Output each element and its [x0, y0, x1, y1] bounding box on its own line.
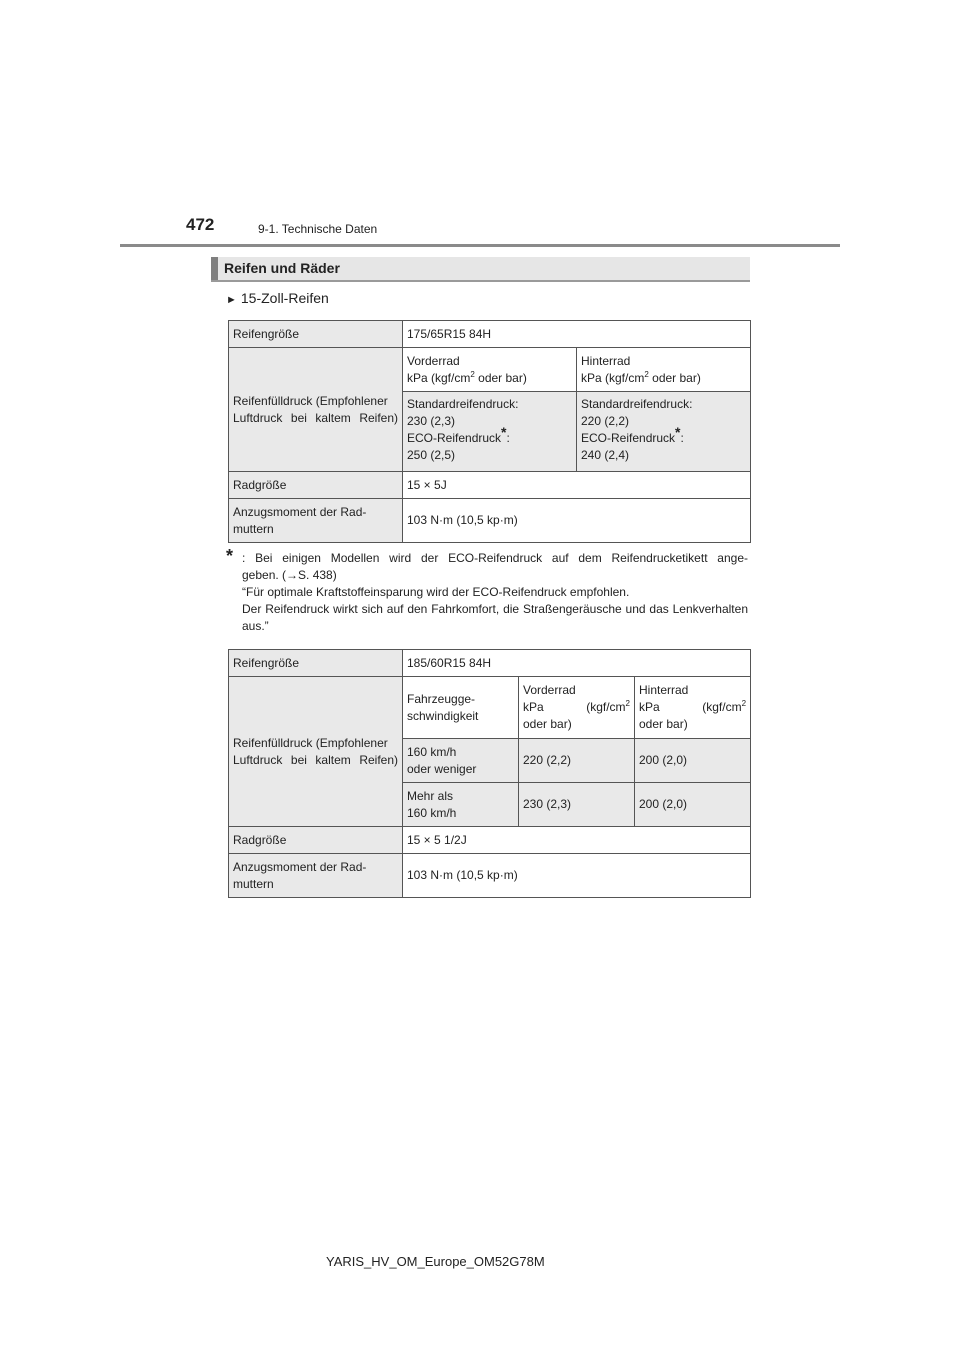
- pressure-label: Reifenfülldruck (Empfohlener Luftdruck bei kaltem Reifen): [229, 348, 403, 472]
- wheel-size-label: Radgröße: [229, 472, 403, 499]
- eco-pressure-footnote: * : Bei einigen Modellen wird der ECO-Reifendruck auf dem Reifendrucketikett ange- geben. (→S. 438) “Für optimale Kraftstoffeinsparung wird der ECO-Reifendruck empfohlen. Der Reifendruck wirkt sich auf den Fahrkomfort, die Straßengeräusche und das Lenkverhalten aus.”: [226, 546, 748, 633]
- tire-spec-table-15in-185: [228, 649, 751, 898]
- front-wheel-header: Vorderrad kPa ($kgf/cm^2$ oder bar): [403, 348, 577, 392]
- torque-label: Anzugsmoment der Rad-muttern: [229, 854, 403, 898]
- tire-spec-table-15in-175: [228, 320, 751, 543]
- rear-wheel-header: Hinterrad kPa ($kgf/cm^2$ oder bar): [635, 677, 751, 739]
- header-rule: [120, 244, 840, 247]
- subheading-label: 15-Zoll-Reifen: [240, 290, 329, 306]
- wheel-size-label: Radgröße: [229, 827, 403, 854]
- running-head: 9-1. Technische Daten: [258, 222, 378, 236]
- footnote-mark: *: [226, 546, 234, 566]
- rear-wheel-header: Hinterrad kPa ($kgf/cm^2$ oder bar): [577, 348, 751, 392]
- torque-value: 103 N·m (10,5 kp·m): [403, 499, 751, 543]
- rear-pressure-value: 200 (2,0): [635, 739, 751, 783]
- pressure-label: Reifenfülldruck (Empfohlener Luftdruck bei kaltem Reifen): [229, 677, 403, 827]
- section-header: [211, 257, 750, 282]
- rear-pressure-values: Standardreifendruck: 220 (2,2) ECO-Reifendruck*: 240 (2,4): [577, 392, 751, 472]
- front-pressure-values: Standardreifendruck: 230 (2,3) ECO-Reifendruck*: 250 (2,5): [403, 392, 577, 472]
- speed-value: Mehr als 160 km/h: [403, 783, 519, 827]
- front-pressure-value: 230 (2,3): [519, 783, 635, 827]
- document-id: YARIS_HV_OM_Europe_OM52G78M: [326, 1254, 545, 1269]
- torque-label: Anzugsmoment der Rad-muttern: [229, 499, 403, 543]
- tire-size-label: Reifengröße: [229, 321, 403, 348]
- tire-size-value: 175/65R15 84H: [403, 321, 751, 348]
- speed-header: Fahrzeugge-schwindigkeit: [403, 677, 519, 739]
- speed-value: 160 km/h oder weniger: [403, 739, 519, 783]
- section-title: Reifen und Räder: [224, 260, 340, 276]
- tire-size-label: Reifengröße: [229, 650, 403, 677]
- section-accent: [211, 257, 218, 280]
- wheel-size-value: 15 × 5 1/2J: [403, 827, 751, 854]
- wheel-size-value: 15 × 5J: [403, 472, 751, 499]
- front-pressure-value: 220 (2,2): [519, 739, 635, 783]
- front-wheel-header: Vorderrad kPa ($kgf/cm^2$ oder bar): [519, 677, 635, 739]
- arrow-icon: ►: [226, 294, 237, 306]
- torque-value: 103 N·m (10,5 kp·m): [403, 854, 751, 898]
- subheading: [226, 290, 329, 306]
- page-number: 472: [186, 215, 215, 234]
- rear-pressure-value: 200 (2,0): [635, 783, 751, 827]
- tire-size-value: 185/60R15 84H: [403, 650, 751, 677]
